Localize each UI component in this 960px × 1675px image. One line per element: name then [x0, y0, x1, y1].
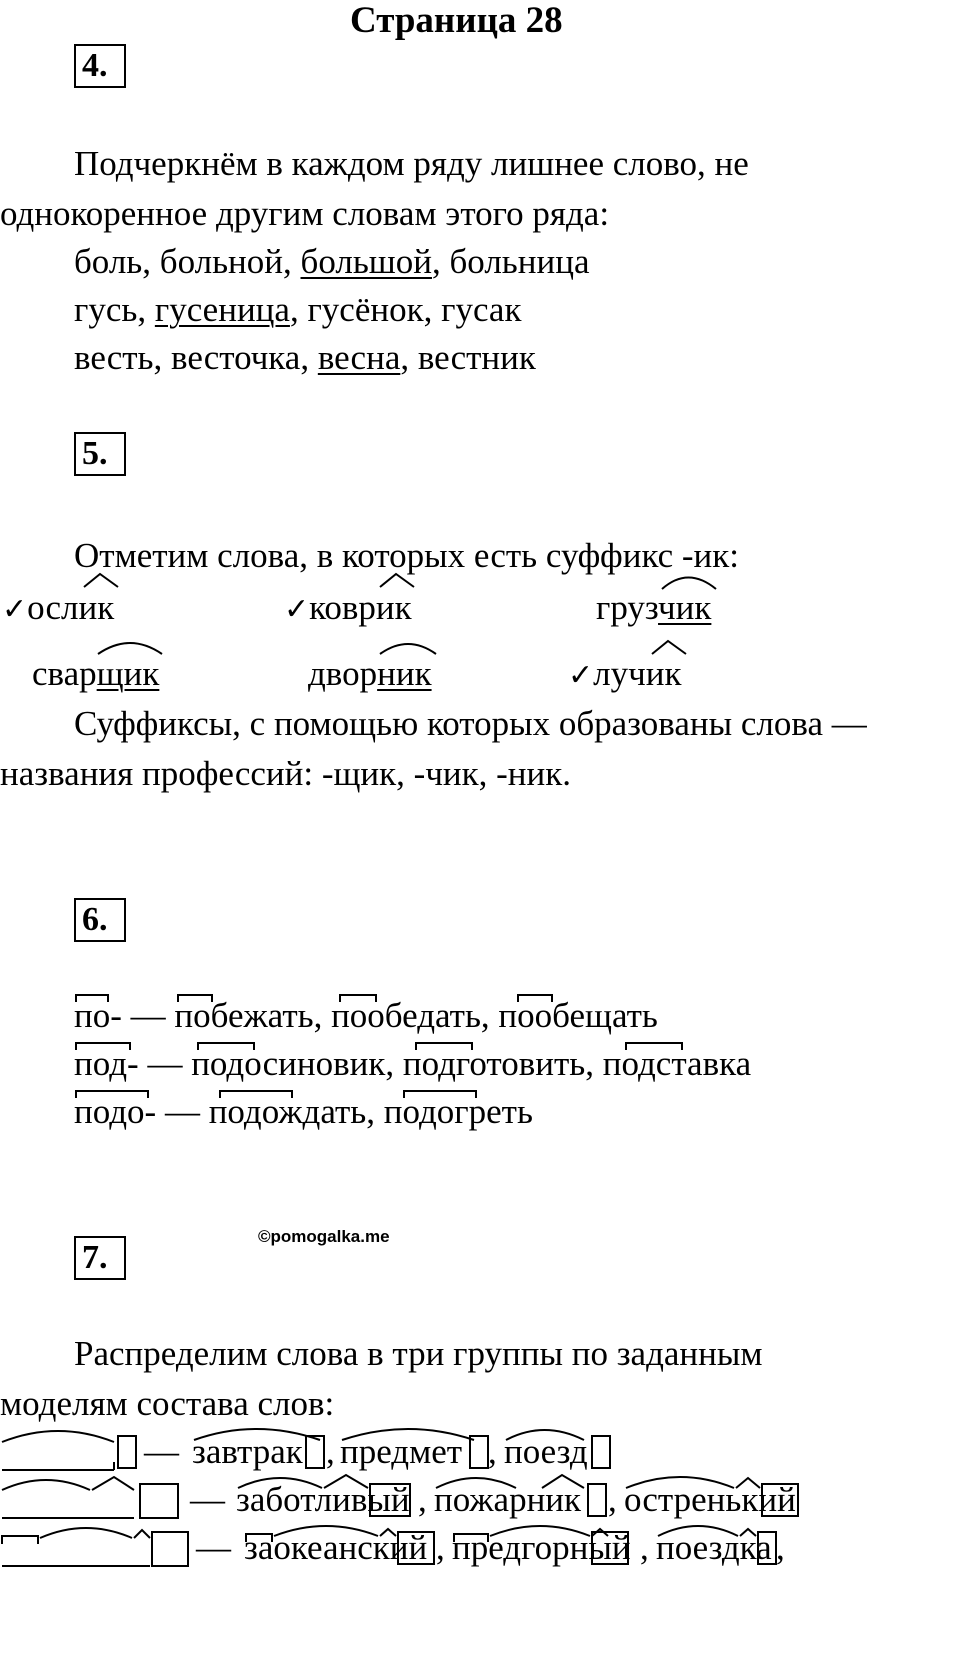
prefix-label: подо-: [74, 1092, 157, 1131]
task-6-row-1: по- — побежать, пообедать, пообещать: [74, 996, 658, 1035]
task-4-intro-line2: однокоренное другим словам этого ряда:: [0, 194, 610, 233]
ending: ий: [389, 1528, 428, 1567]
word-oslik: ✓ослик: [2, 588, 115, 627]
page: Страница 28 4. Подчеркнём в каждом ряду лишнее слово, не однокоренное другим словам этого ряда: боль, больной, большой, больница гусь, гусеница, гусёнок, гусак весть, весточка, весна, вестник 5. Отметим слова, в которых есть суффикс -ик: ✓ослик ✓коврик грузчик сварщик дворник ✓лучик Суффиксы, с помощью которых образованы слова — названия профессий: -щик, -чик, -ник. 6. по- — побежать, пообедать, пообещать под- — подосиновик, подготовить, подставка подо- — подождать, подогреть 7. ©pomogalka.me Распределим слова в три группы по заданным моделям состава слов: — завтрак , предмет , поезд — заботливый , пожарник , остренький — заокеанский , предгорный , поездка ,: [0, 0, 960, 1675]
suffix-arc: [380, 644, 436, 654]
task-7-row-3-dash: —: [196, 1528, 231, 1567]
word: пообедать,: [331, 996, 499, 1035]
ending-box: [470, 1436, 488, 1468]
prefix-label: по-: [74, 996, 122, 1035]
word-gruzchik: грузчик: [596, 588, 712, 627]
word-list: боль, больной,: [74, 242, 301, 281]
suffix-arc: [92, 1477, 134, 1490]
task-7-row-2-word-2: пожарник: [434, 1480, 582, 1519]
word-dvornik: дворник: [308, 654, 432, 693]
task-5-number: 5.: [74, 432, 126, 476]
task-7-row-2-word-3: остренький: [624, 1480, 796, 1519]
task-7-row-3-word-2: предгорный: [452, 1528, 631, 1567]
task-7-row-1-dash: —: [144, 1432, 179, 1471]
task-7-row-2-dash: —: [190, 1480, 225, 1519]
task-4-row-2: [74, 292, 521, 327]
word: пообещать: [498, 996, 658, 1035]
task-4-number: 4.: [74, 44, 126, 88]
word-list: весть, весточка,: [74, 338, 318, 377]
word-kovrik: ✓коврик: [284, 588, 412, 627]
task-7-row-1-word-3: поезд: [504, 1432, 588, 1471]
ending-box: [592, 1436, 610, 1468]
suffix-arc: [84, 574, 118, 587]
word-list: , вестник: [400, 338, 536, 377]
ending: а: [756, 1528, 772, 1567]
root-arc: [40, 1528, 132, 1538]
root-arc: [2, 1431, 114, 1442]
task-7-number: 7.: [74, 1236, 126, 1280]
task-4-row-3: [74, 340, 536, 375]
word-list: , гусёнок, гусак: [289, 290, 522, 329]
odd-word: весна: [317, 338, 401, 377]
task-7-row-1-word-1: завтрак: [192, 1432, 303, 1471]
task-7-row-3-word-3: поездка: [656, 1528, 772, 1567]
page-title: Страница 28: [350, 0, 563, 41]
suffix-arc: [134, 1530, 150, 1538]
word-luchik: ✓лучик: [568, 654, 682, 693]
watermark: ©pomogalka.me: [258, 1227, 390, 1246]
word-list: , больница: [431, 242, 590, 281]
suffix: ник: [377, 654, 432, 693]
ending-box: [118, 1436, 136, 1468]
word: подосиновик,: [191, 1044, 403, 1083]
ending-box: [588, 1484, 606, 1516]
ending-box: [306, 1436, 324, 1468]
task-6-number: 6.: [74, 898, 126, 942]
odd-word: большой: [300, 242, 432, 281]
odd-word: гусеница: [154, 290, 290, 329]
word-list: гусь,: [74, 290, 155, 329]
task-6-row-3: подо- — подождать, подогреть: [74, 1092, 533, 1131]
root-arc: [2, 1480, 90, 1490]
checkmark-icon: ✓: [2, 592, 28, 627]
word: подставка: [602, 1044, 752, 1083]
task-7-intro-line1: Распределим слова в три группы по заданным: [74, 1334, 763, 1373]
suffix-arc: [380, 574, 414, 587]
task-4-intro-line1: Подчеркнём в каждом ряду лишнее слово, не: [74, 144, 749, 183]
suffix-arc: [98, 643, 162, 654]
task-7-row-1-word-2: предмет: [340, 1432, 463, 1471]
ending-box: [152, 1532, 188, 1566]
word: подогреть: [383, 1092, 533, 1131]
word: подготовить,: [402, 1044, 603, 1083]
ending: ий: [758, 1480, 796, 1519]
ending: ый: [588, 1528, 631, 1567]
task-6-row-2: под- — подосиновик, подготовить, подставка: [74, 1044, 752, 1083]
task-5-intro: Отметим слова, в которых есть суффикс -ик:: [74, 536, 739, 575]
word: побежать,: [174, 996, 332, 1035]
task-5-conclusion-line2: названия профессий: -щик, -чик, -ник.: [0, 754, 572, 793]
task-4-row-1: [74, 244, 589, 279]
suffix-arc: [652, 641, 686, 654]
word: подождать,: [208, 1092, 384, 1131]
prefix-bracket: [2, 1536, 38, 1544]
ending-box: [140, 1484, 178, 1518]
task-5-conclusion-line1: Суффиксы, с помощью которых образованы слова —: [74, 704, 867, 743]
word-svarshchik: сварщик: [32, 654, 160, 693]
ending: ый: [367, 1480, 410, 1519]
prefix-label: под-: [74, 1044, 139, 1083]
checkmark-icon: ✓: [568, 658, 594, 693]
task-7-row-2-word-1: заботливый: [236, 1480, 410, 1519]
suffix: щик: [96, 654, 160, 693]
suffix: чик: [658, 588, 712, 627]
task-7-row-3-word-1: заокеанский: [244, 1528, 428, 1567]
checkmark-icon: ✓: [284, 592, 310, 627]
task-7-intro-line2: моделям состава слов:: [0, 1384, 335, 1423]
